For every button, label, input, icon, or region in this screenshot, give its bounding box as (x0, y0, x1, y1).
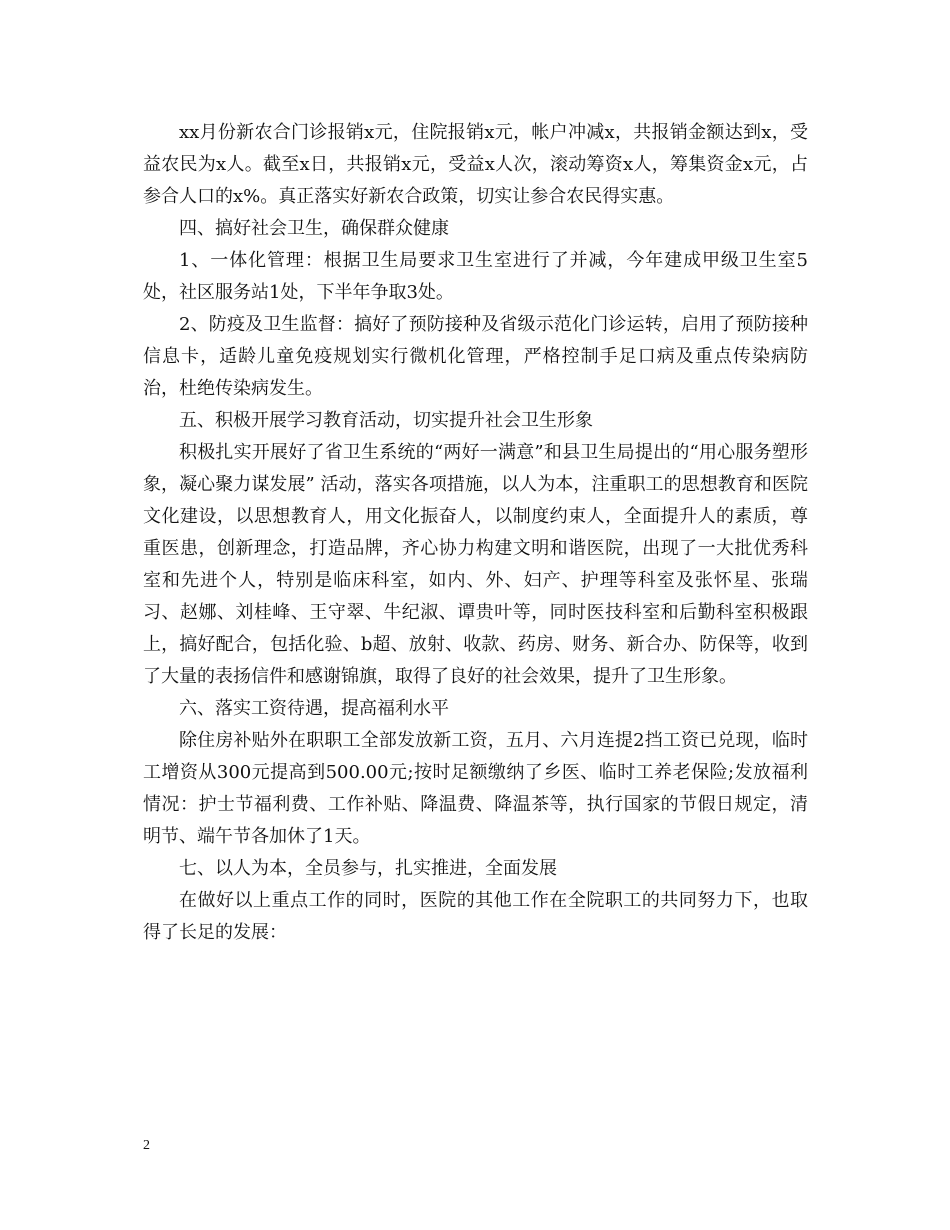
paragraph-wages-welfare: 除住房补贴外在职职工全部发放新工资，五月、六月连提2挡工资已兑现，临时工增资从300元提高到500.00元;按时足额缴纳了乡医、临时工养老保险;发放福利情况：护士节福利费、工作补贴、降温费、降温茶等，执行国家的节假日规定，清明节、端午节各加休了1天。 (143, 730, 808, 847)
paragraph-other-work: 在做好以上重点工作的同时，医院的其他工作在全院职工的共同努力下，也取得了长足的发展： (143, 890, 808, 943)
paragraph-nhc-reimbursement: xx月份新农合门诊报销x元，住院报销x元，帐户冲减x，共报销金额达到x，受益农民为x人。截至x日，共报销x元，受益x人次，滚动筹资x人，筹集资金x元，占参合人口的x%。真正落实好新农合政策，切实让参合农民得实惠。 (143, 122, 808, 207)
section-heading-5: 五、积极开展学习教育活动，切实提升社会卫生形象 (179, 410, 593, 431)
page-number: 2 (143, 1138, 150, 1153)
paragraph-epidemic-prevention: 2、防疫及卫生监督：搞好了预防接种及省级示范化门诊运转，启用了预防接种信息卡，适龄儿童免疫规划实行微机化管理，严格控制手足口病及重点传染病防治，杜绝传染病发生。 (143, 314, 808, 399)
paragraph-integrated-management: 1、一体化管理：根据卫生局要求卫生室进行了并减，今年建成甲级卫生室5处，社区服务站1处，下半年争取3处。 (143, 250, 808, 303)
document-body (143, 117, 808, 949)
section-heading-7: 七、以人为本，全员参与，扎实推进，全面发展 (179, 858, 557, 879)
paragraph-education-activities: 积极扎实开展好了省卫生系统的“两好一满意”和县卫生局提出的“用心服务塑形象，凝心聚力谋发展” 活动，落实各项措施，以人为本，注重职工的思想教育和医院文化建设，以思想教育人，用文化振奋人，以制度约束人，全面提升人的素质，尊重医患，创新理念，打造品牌，齐心协力构建文明和谐医院，出现了一大批优秀科室和先进个人，特别是临床科室，如内、外、妇产、护理等科室及张怀星、张瑞习、赵娜、刘桂峰、王守翠、牛纪淑、谭贵叶等，同时医技科室和后勤科室积极跟上，搞好配合，包括化验、b超、放射、收款、药房、财务、新合办、防保等，收到了大量的表扬信件和感谢锦旗，取得了良好的社会效果，提升了卫生形象。 (143, 442, 808, 687)
section-heading-4: 四、搞好社会卫生，确保群众健康 (179, 218, 449, 239)
section-heading-6: 六、落实工资待遇，提高福利水平 (179, 698, 449, 719)
